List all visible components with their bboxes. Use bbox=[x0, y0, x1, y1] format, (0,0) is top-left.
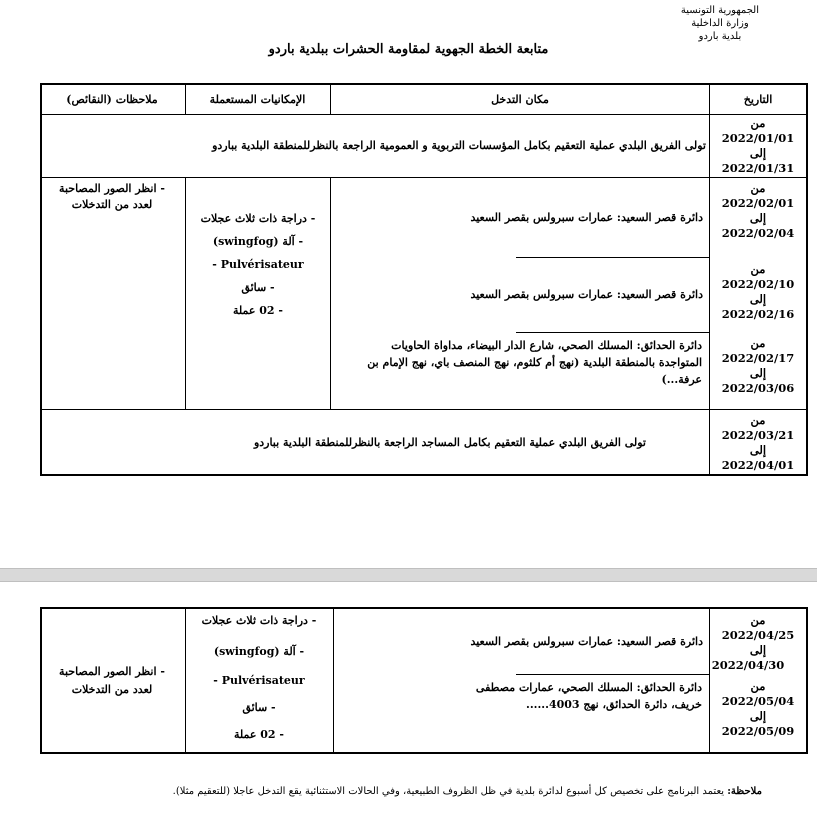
date-to-label: إلى bbox=[749, 643, 767, 657]
resource-item: - 02 عملة bbox=[233, 728, 284, 741]
date-end: 2022/05/09 bbox=[721, 724, 795, 738]
resource-item: - سائق bbox=[242, 701, 276, 714]
merged-activity-cell: تولى الفريق البلدي عملية التعقيم بكامل المؤسسات التربوية و العمومية الراجعة بالنظرللمنطقة البلدية بباردو bbox=[212, 139, 706, 152]
notes-cell bbox=[40, 609, 184, 752]
resources-cell bbox=[186, 609, 332, 746]
date-start: 2022/02/01 bbox=[721, 196, 795, 210]
date-to-label: إلى bbox=[749, 146, 767, 160]
date-cell bbox=[710, 613, 806, 673]
table-1 bbox=[40, 83, 808, 476]
place-cell: دائرة قصر السعيد: عمارات سبرولس بقصر السعيد bbox=[470, 635, 703, 648]
resource-item: - آلة (swingfog) bbox=[212, 235, 304, 248]
date-start: 2022/03/21 bbox=[721, 428, 795, 442]
resource-item: - سائق bbox=[241, 281, 275, 294]
date-end: 2022/03/06 bbox=[721, 381, 795, 395]
date-to-label: إلى bbox=[749, 443, 767, 457]
date-to-label: إلى bbox=[749, 366, 767, 380]
date-from-label: من bbox=[750, 613, 766, 627]
date-start: 2022/02/17 bbox=[721, 351, 795, 365]
resource-item: - 02 عملة bbox=[232, 304, 283, 317]
row-divider bbox=[516, 674, 710, 675]
resource-item: Pulvérisateur - bbox=[212, 258, 304, 271]
date-cell bbox=[710, 336, 806, 396]
footer-note bbox=[173, 786, 762, 797]
date-from-label: من bbox=[750, 181, 766, 195]
column-header-resources: الإمكانيات المستعملة bbox=[209, 93, 306, 106]
date-start: 2022/01/01 bbox=[721, 131, 795, 145]
date-from-label: من bbox=[750, 413, 766, 427]
page-title: متابعة الخطة الجهوية لمقاومة الحشرات ببلدية باردو bbox=[268, 42, 549, 57]
column-divider bbox=[330, 85, 331, 114]
resource-item: Pulvérisateur - bbox=[213, 674, 305, 687]
letterhead-ministry: وزارة الداخلية bbox=[691, 18, 749, 29]
date-cell bbox=[710, 181, 806, 241]
note-line: - انظر الصور المصاحبة bbox=[59, 664, 165, 678]
date-from-label: من bbox=[750, 116, 766, 130]
date-to-label: إلى bbox=[749, 211, 767, 225]
date-to-label: إلى bbox=[749, 709, 767, 723]
letterhead-municipality: بلدية باردو bbox=[698, 31, 742, 42]
note-line: لعدد من التدخلات bbox=[71, 682, 153, 696]
resource-item: - آلة (swingfog) bbox=[213, 645, 305, 658]
column-header-date: التاريخ bbox=[743, 93, 773, 106]
column-header-place: مكان التدخل bbox=[491, 93, 549, 106]
footer-note-label: ملاحظة: bbox=[727, 786, 762, 797]
date-from-label: من bbox=[750, 262, 766, 276]
letterhead-country: الجمهورية التونسية bbox=[680, 5, 759, 16]
date-cell bbox=[710, 413, 806, 473]
note-line: لعدد من التدخلات bbox=[71, 198, 153, 211]
place-cell: دائرة قصر السعيد: عمارات سبرولس بقصر السعيد bbox=[470, 288, 703, 301]
notes-cell bbox=[40, 181, 184, 213]
date-from-label: من bbox=[750, 336, 766, 350]
date-start: 2022/02/10 bbox=[721, 277, 795, 291]
column-divider bbox=[185, 85, 186, 114]
letterhead bbox=[681, 4, 759, 43]
date-end: 2022/02/16 bbox=[721, 307, 795, 321]
resources-cell bbox=[186, 207, 330, 322]
date-from-label: من bbox=[750, 679, 766, 693]
date-end: 2022/01/31 bbox=[721, 161, 795, 175]
footer-note-text: يعتمد البرنامج على تخصيص كل أسبوع لدائرة بلدية في ظل الظروف الطبيعية، وفي الحالات الاستثنائية يقع التدخل عاجلا (للتعقيم مثلا). bbox=[172, 786, 728, 797]
table-2 bbox=[40, 607, 808, 754]
date-to-label: إلى bbox=[749, 292, 767, 306]
date-end: 2022/04/30 bbox=[711, 658, 785, 672]
resource-item: - دراجة ذات ثلاث عجلات bbox=[200, 212, 316, 225]
date-end: 2022/04/01 bbox=[721, 458, 795, 472]
date-cell bbox=[710, 116, 806, 176]
date-end: 2022/02/04 bbox=[721, 226, 795, 240]
column-header-notes: ملاحظات (النقائص) bbox=[66, 93, 158, 106]
note-line: - انظر الصور المصاحبة bbox=[59, 182, 165, 195]
resource-item: - دراجة ذات ثلاث عجلات bbox=[201, 614, 317, 627]
date-start: 2022/05/04 bbox=[721, 694, 795, 708]
merged-activity-cell: تولى الفريق البلدي عملية التعقيم بكامل المساجد الراجعة بالنظرللمنطقة البلدية بباردو bbox=[253, 436, 646, 449]
row-divider bbox=[516, 332, 710, 333]
date-cell bbox=[710, 262, 806, 322]
date-cell bbox=[710, 679, 806, 739]
place-cell: دائرة الحدائق: المسلك الصحي، عمارات مصطفى خريف، دائرة الحدائق، نهج 4003...... bbox=[475, 681, 702, 711]
page-break bbox=[0, 568, 817, 582]
place-cell: دائرة الحدائق: المسلك الصحي، شارع الدار البيضاء، مداواة الحاويات المتواجدة بالمنطقة البلدية (نهج أم كلثوم، نهج المنصف باي، نهج الإمام بن عرفة...) bbox=[367, 339, 702, 386]
date-start: 2022/04/25 bbox=[721, 628, 795, 642]
place-cell: دائرة قصر السعيد: عمارات سبرولس بقصر السعيد bbox=[470, 210, 703, 224]
